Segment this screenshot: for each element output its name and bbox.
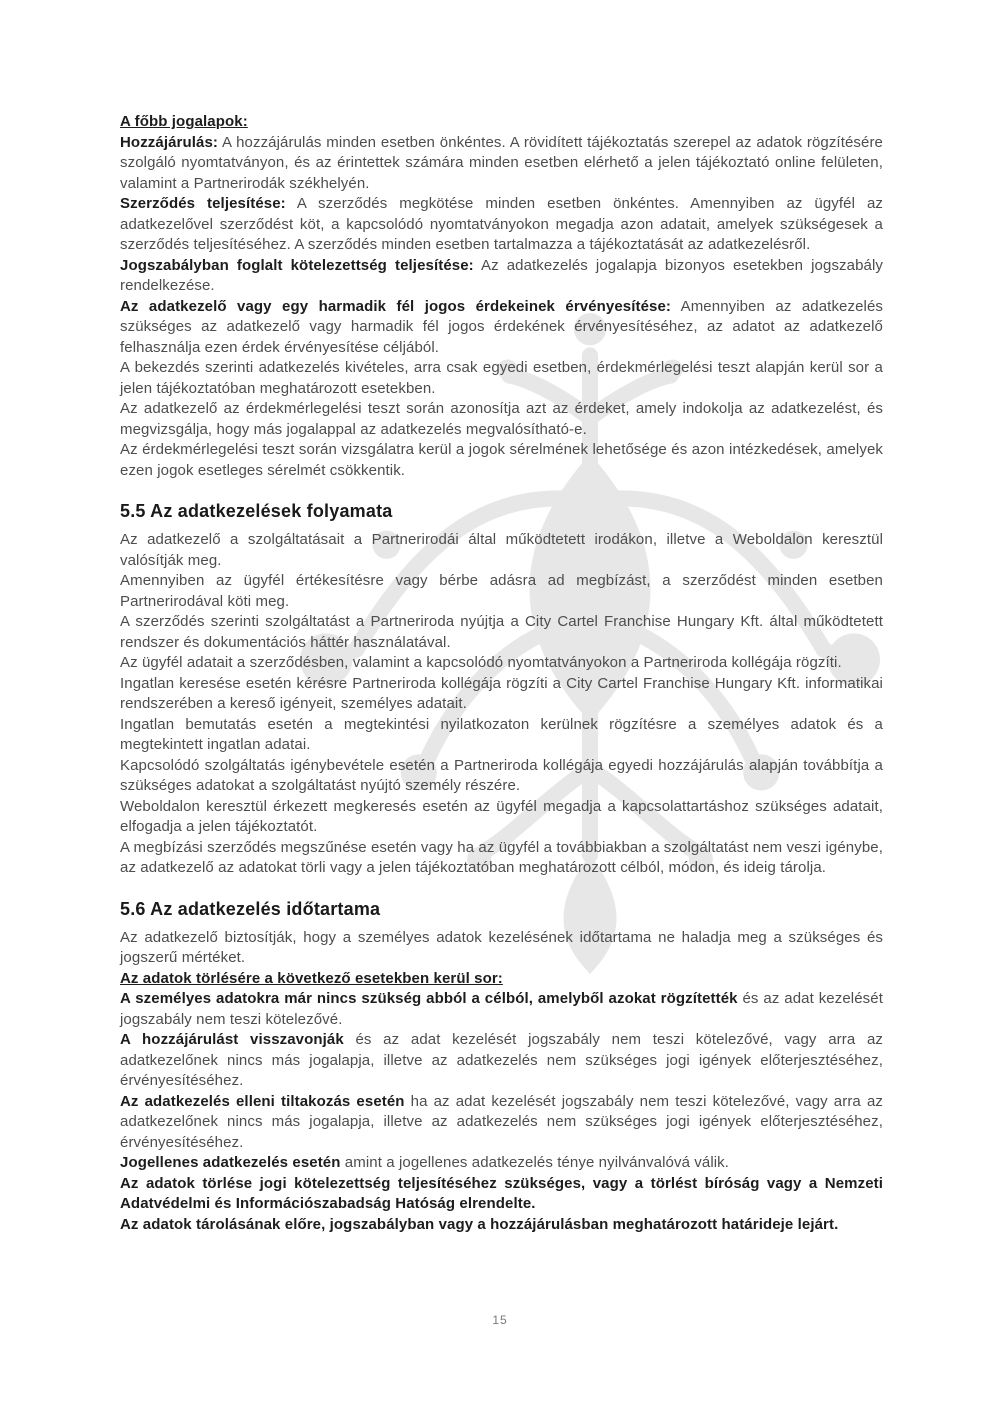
- paragraph: [120, 133, 883, 195]
- paragraph-text-run: Az adatkezelő biztosítják, hogy a személyes adatok kezelésének időtartama ne haladja meg a szükséges és jogszerű mértéket.: [120, 928, 883, 966]
- paragraph-text-run: ha az adat kezelését jogszabály nem teszi kötelezővé, vagy arra az adatkezelőnek nincs más jogalapja, illetve az adatkezelés nem szükséges jogi igények előterjesztéséhez, érvényesítéséhez.: [120, 1092, 883, 1151]
- paragraph: [120, 838, 883, 879]
- paragraph-bold-run: Az adatok törlése jogi kötelezettség teljesítéséhez szükséges, vagy a törlést bíróság vagy a Nemzeti Adatvédelmi és Információszabadság Hatóság elrendelte.: [120, 1174, 883, 1212]
- paragraph-text-run: Kapcsolódó szolgáltatás igénybevétele esetén a Partneriroda kollégája egyedi hozzájárulás alapján továbbítja a szükséges adatokat a szolgáltatást nyújtó személy részére.: [120, 756, 883, 794]
- paragraph: [120, 256, 883, 297]
- paragraph-text-run: és az adat kezelését jogszabály nem teszi kötelezővé.: [120, 990, 883, 1028]
- paragraph: [120, 571, 883, 612]
- paragraph-bold-run: Szerződés teljesítése:: [120, 195, 286, 212]
- paragraph: [120, 797, 883, 838]
- paragraph: [120, 1030, 883, 1092]
- paragraph-bold-run: Jogszabályban foglalt kötelezettség teljesítése:: [120, 256, 474, 274]
- paragraph: [120, 1215, 883, 1236]
- paragraph-text-run: Ingatlan keresése esetén kérésre Partneriroda kollégája rögzíti a City Cartel Franchise Hungary Kft. informatikai rendszerében a kereső igényeit, személyes adatait.: [120, 674, 883, 712]
- paragraph: [120, 297, 883, 359]
- paragraph: [120, 989, 883, 1030]
- paragraph-text-run: Az ügyfél adatait a szerződésben, valamint a kapcsolódó nyomtatványokon a Partneriroda kollégája rögzíti.: [120, 654, 842, 671]
- section-heading: A főbb jogalapok:: [120, 113, 248, 130]
- paragraph-bold-run: Az adatok tárolásának előre, jogszabályban vagy a hozzájárulásban meghatározott határideje lejárt.: [120, 1215, 839, 1233]
- paragraph-bold-run: Az adatok törlésére a következő esetekben kerül sor:: [120, 969, 503, 987]
- paragraph-bold-run: Az adatkezelő vagy egy harmadik fél jogos érdekeinek érvényesítése:: [120, 297, 672, 315]
- paragraph-text-run: A szerződés szerinti szolgáltatást a Partneriroda nyújtja a City Cartel Franchise Hungary Kft. által működtetett rendszer és dokumentációs háttér használatával.: [120, 613, 883, 651]
- paragraph-text-run: Az adatkezelő a szolgáltatásait a Partnerirodái által működtetett irodákon, illetve a Weboldalon keresztül valósítják meg.: [120, 531, 883, 569]
- paragraph-text-run: Az adatkezelés jogalapja bizonyos esetekben jogszabály rendelkezése.: [120, 256, 884, 294]
- paragraph: [120, 653, 883, 674]
- paragraph: [120, 194, 883, 256]
- paragraph: [120, 530, 883, 571]
- paragraph-bold-run: A személyes adatokra már nincs szükség abból a célból, amelyből azokat rögzítették: [120, 990, 738, 1007]
- paragraph-text-run: Ingatlan bemutatás esetén a megtekintési nyilatkozaton kerülnek rögzítésre a személyes adatok és a megtekintett ingatlan adatai.: [120, 715, 883, 753]
- paragraph-text-run: Az érdekmérlegelési teszt során vizsgálatra kerül a jogok sérelmének lehetősége és azon intézkedések, amelyek ezen jogok esetleges sérelmét csökkentik.: [120, 441, 883, 479]
- document-body: [120, 112, 883, 1235]
- paragraph: [120, 928, 883, 969]
- paragraph-text-run: A hozzájárulás minden esetben önkéntes. A rövidített tájékoztatás szerepel az adatok rögzítésére szolgáló nyomtatványon, és az érintettek számára minden esetben elérhető a jelen tájékoztató online felületen, valamint a Partnerirodák székhelyén.: [120, 133, 883, 192]
- paragraph-bold-run: Jogellenes adatkezelés esetén: [120, 1154, 341, 1171]
- paragraph: [120, 674, 883, 715]
- paragraph-text-run: amint a jogellenes adatkezelés ténye nyilvánvalóvá válik.: [340, 1154, 730, 1171]
- paragraph-bold-run: Hozzájárulás:: [120, 133, 218, 151]
- paragraph: [120, 969, 883, 990]
- paragraph-text-run: Weboldalon keresztül érkezett megkeresés esetén az ügyfél megadja a kapcsolattartáshoz szükséges adatait, elfogadja a jelen tájékoztatót.: [120, 797, 883, 835]
- paragraph-text-run: Az adatkezelő az érdekmérlegelési teszt során azonosítja azt az érdeket, amely indokolja az adatkezelést, és megvizsgálja, hogy más jogalappal az adatkezelés megvalósítható-e.: [120, 400, 883, 438]
- paragraph: [120, 1174, 883, 1215]
- paragraph-text-run: A bekezdés szerinti adatkezelés kivételes, arra csak egyedi esetben, érdekmérlegelési teszt alapján kerül sor a jelen tájékoztatóban meghatározott esetekben.: [120, 359, 883, 397]
- paragraph-text-run: Amennyiben az adatkezelés szükséges az adatkezelő vagy harmadik fél jogos érdekének érvényesítéséhez, az adatot az adatkezelő felhasználja ezen érdek érvényesítése céljából.: [120, 297, 883, 356]
- section-heading: 5.5 Az adatkezelések folyamata: [120, 501, 393, 521]
- paragraph-text-run: A szerződés megkötése minden esetben önkéntes. Amennyiben az ügyfél az adatkezelővel szerződést köt, a kapcsolódó nyomtatványokon megadja azon adatait, amelyek szükségesek a szerződés teljesítéséhez. A szerződés minden esetben tartalmazza a tájékoztatását az adatkezelésről.: [120, 195, 883, 253]
- paragraph-text-run: A megbízási szerződés megszűnése esetén vagy ha az ügyfél a továbbiakban a szolgáltatást nem veszi igénybe, az adatkezelő az adatokat törli vagy a jelen tájékoztatóban meghatározott célból, módon, és ideig tárolja.: [120, 838, 883, 876]
- paragraph: [120, 756, 883, 797]
- paragraph: [120, 440, 883, 481]
- paragraph: [120, 715, 883, 756]
- section-heading: 5.6 Az adatkezelés időtartama: [120, 898, 381, 919]
- paragraph: [120, 1153, 883, 1174]
- paragraph: [120, 612, 883, 653]
- paragraph: [120, 399, 883, 440]
- page-number: 15: [492, 1313, 508, 1327]
- paragraph-bold-run: A hozzájárulást visszavonják: [120, 1031, 344, 1048]
- paragraph-text-run: és az adat kezelését jogszabály nem teszi kötelezővé, vagy arra az adatkezelőnek nincs más jogalapja, illetve az adatkezelés nem szükséges jogi igények előterjesztéséhez, érvényesítéséhez.: [120, 1031, 883, 1089]
- paragraph: [120, 1092, 883, 1154]
- paragraph: [120, 358, 883, 399]
- paragraph-bold-run: Az adatkezelés elleni tiltakozás esetén: [120, 1092, 405, 1110]
- paragraph-text-run: Amennyiben az ügyfél értékesítésre vagy bérbe adásra ad megbízást, a szerződést minden esetben Partnerirodával köti meg.: [120, 572, 883, 610]
